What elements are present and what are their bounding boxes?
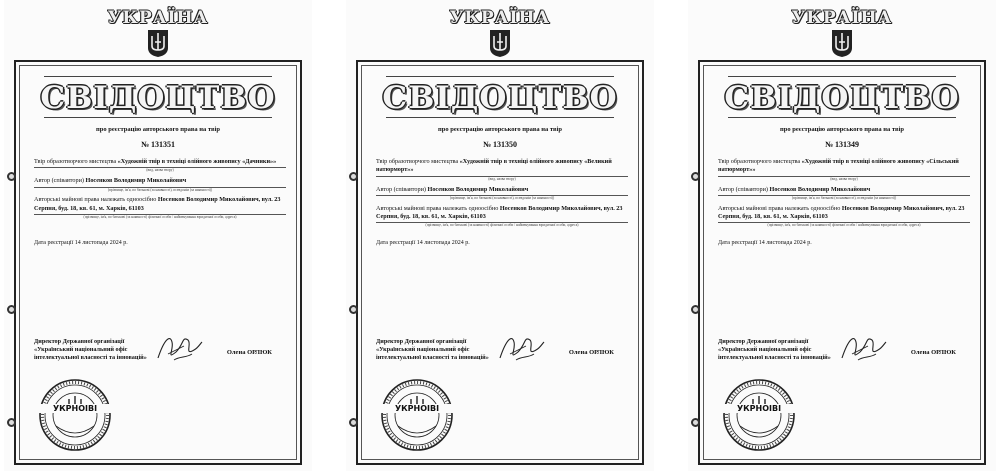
coat-of-arms-icon: [147, 28, 169, 58]
director-title: Директор Державної організації «Український національний офіс інтелектуальної власності та інновацій»: [376, 338, 489, 361]
coat-of-arms-icon: [831, 28, 853, 58]
author-caption: (прізвище, ім'я, по батькові (за наявності), псевдонім (за наявності)): [376, 195, 628, 201]
rights-holder: Носенков Володимир Миколайович, вул. 23 Серпня, буд. 18, кв. 61, м. Харків, 61103: [718, 204, 965, 221]
work-line: [376, 158, 628, 175]
author-prefix: Автор (співавтори): [34, 177, 84, 185]
rights-holder: Носенков Володимир Миколайович, вул. 23 Серпня, буд. 18, кв. 61, м. Харків, 61103: [34, 196, 281, 212]
certificate-131351: [4, 0, 312, 471]
rights-line: [718, 205, 970, 222]
author-caption: (прізвище, ім'я, по батькові (за наявності), псевдонім (за наявності)): [718, 195, 970, 201]
punch-hole: [349, 305, 358, 314]
registration-date: Дата реєстрації 14 листопада 2024 р.: [376, 240, 470, 246]
author-name: Носенков Володимир Миколайович: [427, 185, 529, 193]
certificate-number: № 131351: [140, 140, 176, 149]
rights-line: [34, 196, 286, 213]
certificate-title: СВІДОЦТВО: [40, 80, 276, 116]
certificate-title: СВІДОЦТВО: [724, 80, 960, 116]
rights-holder: Носенков Володимир Миколайович, вул. 23 Серпня, буд. 18, кв. 61, м. Харків, 61103: [376, 204, 623, 221]
punch-hole: [7, 418, 16, 427]
rights-prefix: Авторські майнові права належать одноосібно: [34, 196, 157, 204]
author-name: Носенков Володимир Миколайович: [85, 177, 187, 185]
work-title: «Художній твір в техніці олійного живопису «Дачники»»: [117, 158, 277, 165]
author-line: [718, 186, 970, 194]
author-line: [376, 186, 628, 194]
certificate-body: [34, 158, 286, 224]
country-heading: УКРАЇНА: [107, 8, 209, 28]
work-line: [718, 158, 970, 175]
author-caption: (прізвище, ім'я, по батькові (за наявності), псевдонім (за наявності)): [34, 187, 286, 193]
signature-icon: [154, 330, 204, 366]
punch-hole: [691, 305, 700, 314]
official-seal-icon: [722, 378, 796, 452]
certificate-131350: [346, 0, 654, 471]
certificate-number: № 131349: [824, 140, 860, 149]
work-prefix: Твір образотворчого мистецтва: [376, 158, 459, 165]
seal-label: УКРНОІВІ: [380, 404, 454, 413]
rights-caption: (прізвище, ім'я, по батькові (за наявності) фізичної особи / найменування юридичної особи, адреса): [718, 222, 970, 228]
country-heading: УКРАЇНА: [791, 8, 893, 28]
punch-hole: [7, 305, 16, 314]
work-caption: (вид, назва твору): [34, 167, 286, 173]
certificate-body: [718, 158, 970, 232]
author-name: Носенков Володимир Миколайович: [769, 185, 871, 193]
work-prefix: Твір образотворчого мистецтва: [34, 158, 117, 165]
certificate-131349: [688, 0, 996, 471]
certificate-subtitle: про реєстрацію авторського права на твір: [780, 126, 904, 133]
work-title: «Художній твір в техніці олійного живопису «Сільський натюрморт»»: [718, 158, 959, 174]
certificate-title: СВІДОЦТВО: [382, 80, 618, 116]
work-line: [34, 158, 286, 166]
work-title: «Художній твір в техніці олійного живопису «Великий натюрморт»»: [376, 158, 612, 174]
registration-date: Дата реєстрації 14 листопада 2024 р.: [718, 240, 812, 246]
registration-date: Дата реєстрації 14 листопада 2024 р.: [34, 240, 128, 246]
rights-prefix: Авторські майнові права належать одноосібно: [718, 204, 841, 212]
punch-hole: [691, 418, 700, 427]
signer-name: Олена ОРЛЮК: [910, 349, 956, 356]
rights-caption: (прізвище, ім'я, по батькові (за наявності) фізичної особи / найменування юридичної особи, адреса): [376, 222, 628, 228]
official-seal-icon: [38, 378, 112, 452]
director-title: Директор Державної організації «Український національний офіс інтелектуальної власності та інновацій»: [718, 338, 831, 361]
certificate-subtitle: про реєстрацію авторського права на твір: [96, 126, 220, 133]
rights-line: [376, 205, 628, 222]
signer-name: Олена ОРЛЮК: [568, 349, 614, 356]
author-line: [34, 177, 286, 185]
country-heading: УКРАЇНА: [449, 8, 551, 28]
director-title: Директор Державної організації «Український національний офіс інтелектуальної власності та інновацій»: [34, 338, 147, 361]
certificate-body: [376, 158, 628, 232]
work-caption: (вид, назва твору): [376, 176, 628, 182]
seal-label: УКРНОІВІ: [722, 404, 796, 413]
official-seal-icon: [380, 378, 454, 452]
coat-of-arms-icon: [489, 28, 511, 58]
punch-hole: [7, 172, 16, 181]
rights-prefix: Авторські майнові права належать одноосібно: [376, 204, 499, 212]
signer-name: Олена ОРЛЮК: [226, 349, 272, 356]
signature-icon: [838, 330, 888, 366]
signature-icon: [496, 330, 546, 366]
author-prefix: Автор (співавтори): [376, 185, 426, 193]
rights-caption: (прізвище, ім'я, по батькові (за наявності) фізичної особи / найменування юридичної особи, адреса): [34, 214, 286, 220]
certificate-number: № 131350: [482, 140, 518, 149]
punch-hole: [349, 418, 358, 427]
punch-hole: [691, 172, 700, 181]
punch-hole: [349, 172, 358, 181]
author-prefix: Автор (співавтори): [718, 185, 768, 193]
work-caption: (вид, назва твору): [718, 176, 970, 182]
work-prefix: Твір образотворчого мистецтва: [718, 158, 801, 165]
seal-label: УКРНОІВІ: [38, 404, 112, 413]
certificate-subtitle: про реєстрацію авторського права на твір: [438, 126, 562, 133]
